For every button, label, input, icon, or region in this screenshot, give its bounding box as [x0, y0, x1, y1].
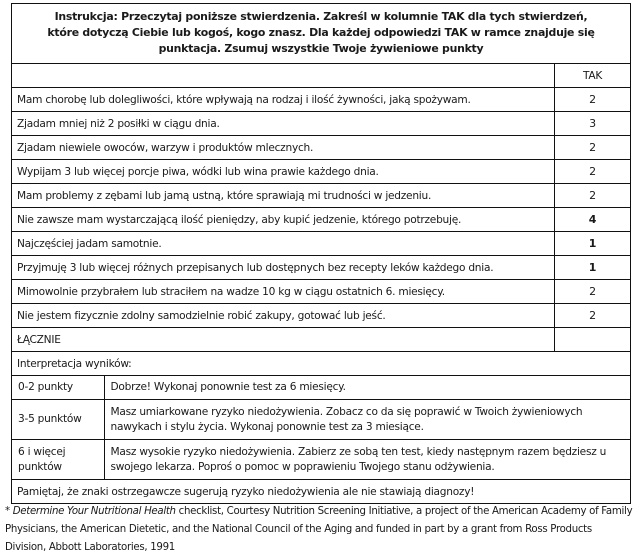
statement-row — [12, 280, 631, 304]
yes-column-header: TAK — [555, 64, 631, 88]
yes-points-cell[interactable]: 4 — [555, 208, 631, 232]
yes-points-cell[interactable]: 1 — [555, 232, 631, 256]
interpretation-container — [12, 376, 631, 480]
source-footnote — [5, 503, 635, 557]
score-description: Dobrze! Wykonaj ponownie test za 6 miesięcy. — [104, 376, 630, 400]
interpretation-table — [12, 376, 630, 479]
nutrition-checklist-table — [11, 3, 631, 504]
yes-points-cell[interactable]: 2 — [555, 88, 631, 112]
interpretation-row — [12, 376, 630, 400]
statement-text: Mimowolnie przybrałem lub straciłem na wadze 10 kg w ciągu ostatnich 6. miesięcy. — [12, 280, 555, 304]
score-range: 6 i więcej punktów — [12, 440, 104, 480]
warning-text: Pamiętaj, że znaki ostrzegawcze sugerują ryzyko niedożywienia ale nie stawiają diagnozy! — [12, 480, 631, 504]
statement-row — [12, 256, 631, 280]
statement-text: Przyjmuję 3 lub więcej różnych przepisanych lub dostępnych bez recepty leków każdego dnia. — [12, 256, 555, 280]
score-range: 3-5 punktów — [12, 400, 104, 440]
statement-row — [12, 160, 631, 184]
statement-row — [12, 232, 631, 256]
score-description: Masz wysokie ryzyko niedożywienia. Zabierz ze sobą ten test, kiedy następnym razem będziesz u swojego lekarza. Poproś o pomoc w poprawieniu Twojego stanu odżywienia. — [110, 445, 607, 473]
total-row — [12, 328, 631, 352]
statement-text: Zjadam mniej niż 2 posiłki w ciągu dnia. — [12, 112, 555, 136]
warning-row — [12, 480, 631, 504]
interpretation-title-row — [12, 352, 631, 376]
total-value-cell[interactable] — [555, 328, 631, 352]
score-range: 0-2 punkty — [12, 376, 104, 400]
interpretation-section — [12, 376, 631, 480]
yes-points-cell[interactable]: 2 — [555, 280, 631, 304]
statement-row — [12, 208, 631, 232]
statement-text: Wypijam 3 lub więcej porcje piwa, wódki lub wina prawie każdego dnia. — [12, 160, 555, 184]
yes-points-cell[interactable]: 2 — [555, 160, 631, 184]
statement-text: Mam problemy z zębami lub jamą ustną, które sprawiają mi trudności w jedzeniu. — [12, 184, 555, 208]
statement-row — [12, 304, 631, 328]
column-header-row — [12, 64, 631, 88]
yes-points-cell[interactable]: 2 — [555, 136, 631, 160]
instructions-text: Instrukcja: Przeczytaj poniższe stwierdzenia. Zakreśl w kolumnie TAK dla tych stwierdzeń, które dotyczą Ciebie lub kogoś, kogo znasz. Dla każdej odpowiedzi TAK w ramce znajduje się punktacja. Zsumuj wszystkie Twoje żywieniowe punkty — [12, 4, 631, 64]
score-description: Masz umiarkowane ryzyko niedożywienia. Zobacz co da się poprawić w Twoich żywieniowych nawykach i stylu życia. Wykonaj ponownie test za 3 miesiące. — [104, 400, 630, 440]
yes-points-cell[interactable]: 2 — [555, 184, 631, 208]
statement-text: Zjadam niewiele owoców, warzyw i produktów mlecznych. — [12, 136, 555, 160]
statement-column-header — [12, 64, 555, 88]
yes-points-cell[interactable]: 1 — [555, 256, 631, 280]
interpretation-title: Interpretacja wyników: — [12, 352, 631, 376]
statement-row — [12, 112, 631, 136]
footnote-text: checklist, Courtesy Nutrition Screening Initiative, a project of the American Academy of Family Physicians, the American Dietetic, and the National Council of the Aging and funded in part by a grant from Ross Products Division, Abbott Laboratories, 1991 — [5, 506, 633, 553]
statement-text: Najczęściej jadam samotnie. — [12, 232, 555, 256]
statement-row — [12, 88, 631, 112]
statement-text: Nie zawsze mam wystarczającą ilość pieniędzy, aby kupić jedzenie, którego potrzebuję. — [12, 208, 555, 232]
yes-points-cell[interactable]: 3 — [555, 112, 631, 136]
footnote-title: Determine Your Nutritional Health — [12, 506, 176, 517]
total-label: ŁĄCZNIE — [12, 328, 555, 352]
yes-points-cell[interactable]: 2 — [555, 304, 631, 328]
statement-row — [12, 136, 631, 160]
statement-row — [12, 184, 631, 208]
interpretation-row — [12, 400, 630, 440]
footnote-marker: * — [5, 506, 10, 517]
interpretation-row — [12, 440, 630, 480]
statement-text: Nie jestem fizycznie zdolny samodzielnie robić zakupy, gotować lub jeść. — [12, 304, 555, 328]
statement-text: Mam chorobę lub dolegliwości, które wpływają na rodzaj i ilość żywności, jaką spożywam. — [12, 88, 555, 112]
